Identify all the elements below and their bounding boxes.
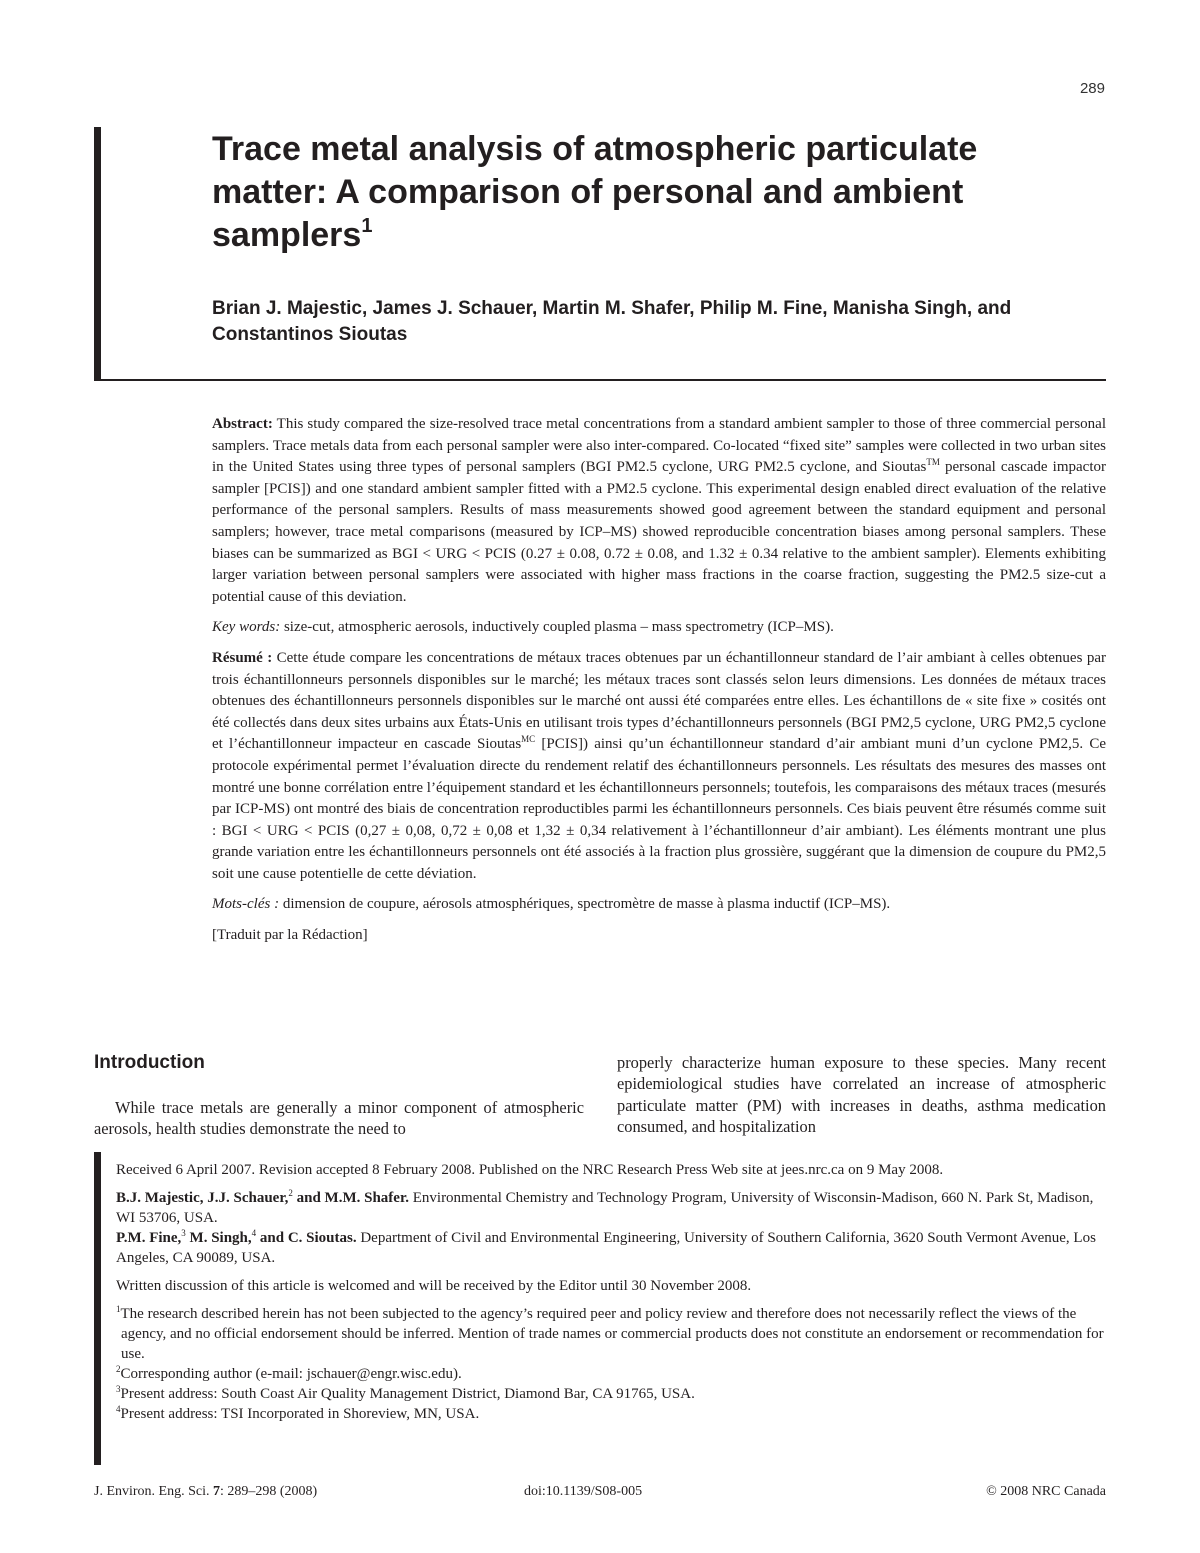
- right-column: [617, 1052, 1106, 1138]
- resume-text-1: Cette étude compare les concentrations de métaux traces obtenues par un échantillonneur standard de l’air ambiant à celles obtenues par trois échantillonneurs personnels disponibles sur le marché; les métaux traces sont classés selon leurs dimensions. Les données de métaux traces obtenues des échantillonneurs personnels disponibles sur le marché ont aussi été comparées entre elles. Les échantillons de « site fixe » cosités ont été collectés dans deux sites urbains aux États-Unis en utilisant trois types d’échantillonneurs personnels (BGI PM2,5 cyclone, URG PM2,5 cyclone et l’échantillonneur impacteur en cascade Sioutas: [212, 649, 1106, 753]
- left-column: [94, 1050, 584, 1140]
- author-list: Brian J. Majestic, James J. Schauer, Martin M. Shafer, Philip M. Fine, Manisha Singh, and Constantinos Sioutas: [212, 298, 1012, 345]
- article-title: [212, 128, 1092, 257]
- journal-citation: [94, 1484, 317, 1500]
- journal-name: J. Environ. Eng. Sci.: [94, 1484, 213, 1499]
- affiliation-wisconsin: [116, 1188, 1106, 1228]
- footnote-ref: 4: [251, 1228, 257, 1238]
- footnote-4: [116, 1404, 1106, 1424]
- keywords-text: size-cut, atmospheric aerosols, inductively coupled plasma – mass spectrometry (ICP–MS).: [280, 619, 834, 636]
- footnote-text: Corresponding author (e-mail: jschauer@engr.wisc.edu).: [120, 1366, 462, 1382]
- translation-note: [Traduit par la Rédaction]: [212, 927, 368, 944]
- resume-label: Résumé :: [212, 649, 273, 666]
- received-dates: Received 6 April 2007. Revision accepted 8 February 2008. Published on the NRC Research Press Web site at jees.nrc.ca on 9 May 2008.: [116, 1162, 944, 1178]
- title-text: Trace metal analysis of atmospheric particulate matter: A comparison of personal and ambient samplers: [212, 130, 978, 254]
- affiliation-names: M. Singh,: [185, 1230, 252, 1246]
- footnote-2: [116, 1364, 1106, 1384]
- title-footnote-marker: 1: [361, 215, 373, 237]
- footnote-text: The research described herein has not been subjected to the agency’s required peer and policy review and therefore does not necessarily reflect the views of the agency, and no official endorsement should be inferred. Mention of trade names or commercial products does not constitute an endorsement or recommendation for use.: [120, 1306, 1104, 1362]
- doi: doi:10.1139/S08-005: [524, 1484, 643, 1499]
- introduction-text-left: While trace metals are generally a minor component of atmospheric aerosols, health studies demonstrate the need to: [94, 1098, 584, 1139]
- copyright: © 2008 NRC Canada: [986, 1484, 1106, 1499]
- affiliation-names: P.M. Fine,: [116, 1230, 182, 1246]
- abstract-label: Abstract:: [212, 416, 273, 432]
- motscles-label: Mots-clés :: [212, 896, 280, 913]
- affiliation-names: B.J. Majestic, J.J. Schauer,: [116, 1190, 289, 1206]
- keywords-paragraph: [212, 617, 1106, 639]
- affiliation-text: Department of Civil and Environmental Engineering, University of Southern California, 3620 South Vermont Avenue, Los Angeles, CA 90089, USA.: [116, 1230, 1096, 1266]
- motscles-paragraph: [212, 894, 1106, 916]
- resume-paragraph: [212, 648, 1106, 886]
- footnote-ref: 2: [288, 1188, 293, 1198]
- title-divider: [94, 379, 1106, 381]
- footnote-text: Present address: South Coast Air Quality Management District, Diamond Bar, CA 91765, USA.: [120, 1386, 695, 1402]
- footnote-number: 4: [116, 1404, 121, 1414]
- footnote-1: [116, 1304, 1106, 1364]
- abstract-text-1: This study compared the size-resolved trace metal concentrations from a standard ambient sampler to those of three commercial personal samplers. Trace metals data from each personal sampler were also inter-compared. Co-located “fixed site” samples were collected in two urban sites in the United States using three types of personal samplers (BGI PM2.5 cyclone, URG PM2.5 cyclone, and Sioutas: [212, 416, 1106, 476]
- keywords-label: Key words:: [212, 619, 281, 636]
- footnote-vertical-bar: [94, 1152, 101, 1465]
- title-vertical-bar: [94, 127, 101, 381]
- abstract-paragraph: [212, 414, 1106, 608]
- footnote-number: 2: [116, 1364, 121, 1374]
- journal-pages: : 289–298 (2008): [220, 1484, 318, 1499]
- journal-volume: 7: [213, 1484, 220, 1499]
- footnote-number: 3: [116, 1384, 121, 1394]
- footnote-text: Present address: TSI Incorporated in Shoreview, MN, USA.: [120, 1406, 480, 1422]
- abstract-block: [212, 414, 1106, 956]
- marque-commerce-mark: MC: [521, 734, 536, 745]
- footnote-block: [116, 1160, 1106, 1424]
- footnote-number: 1: [116, 1304, 121, 1314]
- resume-text-2: [PCIS]) ainsi qu’un échantillonneur standard d’air ambiant muni d’un cyclone PM2,5. Ce protocole expérimental permet l’évaluation directe du rendement relatif des échantillonneurs personnels. Les résultats des mesures des masses ont montré une bonne corrélation entre l’équipement standard et les échantillonneurs personnels; toutefois, les comparaisons des métaux traces (mesurés par ICP-MS) ont montré des biais de concentration reproductibles parmi les échantillonneurs personnels. Ces biais peuvent être résumés comme suit : BGI < URG < PCIS (0,27 ± 0,08, 0,72 ± 0,08 et 1,32 ± 0,34 relativement à l’échantillonneur d’air ambiant). Les éléments montrant une plus grande variation entre les échantillonneurs personnels ont été associés à la fraction plus grossière, suggérant que la dimension de coupure du PM2,5 soit une cause potentielle de cette déviation.: [212, 736, 1106, 882]
- footnote-3: [116, 1384, 1106, 1404]
- affiliation-text: Environmental Chemistry and Technology Program, University of Wisconsin-Madison, 660 N. Park St, Madison, WI 53706, USA.: [116, 1190, 1094, 1226]
- introduction-text-right: properly characterize human exposure to these species. Many recent epidemiological studies have correlated an increase of atmospheric particulate matter (PM) with increases in deaths, asthma medication consumed, and hospitalization: [617, 1053, 1106, 1137]
- footnote-ref: 3: [181, 1228, 186, 1238]
- introduction-heading: Introduction: [94, 1052, 205, 1073]
- abstract-text-2: personal cascade impactor sampler [PCIS]) and one standard ambient sampler fitted with a PM2.5 cyclone. This experimental design enabled direct evaluation of the relative performance of the personal samplers. Results of mass measurements showed good agreement between the standard equipment and personal samplers; however, trace metal comparisons (measured by ICP–MS) showed reproducible concentration biases among personal samplers. These biases can be summarized as BGI < URG < PCIS (0.27 ± 0.08, 0.72 ± 0.08, and 1.32 ± 0.34 relative to the ambient sampler). Elements exhibiting larger variation between personal samplers were associated with higher mass fractions in the coarse fraction, suggesting the PM2.5 size-cut a potential cause of this deviation.: [212, 459, 1106, 605]
- affiliation-names: and M.M. Shafer.: [292, 1190, 409, 1206]
- motscles-text: dimension de coupure, aérosols atmosphériques, spectromètre de masse à plasma inductif (ICP–MS).: [279, 896, 891, 913]
- page-number: 289: [1079, 80, 1105, 97]
- affiliation-usc: [116, 1228, 1106, 1268]
- trademark-mark: TM: [926, 457, 940, 468]
- discussion-note: Written discussion of this article is welcomed and will be received by the Editor until 30 November 2008.: [116, 1278, 752, 1294]
- affiliation-names: and C. Sioutas.: [256, 1230, 357, 1246]
